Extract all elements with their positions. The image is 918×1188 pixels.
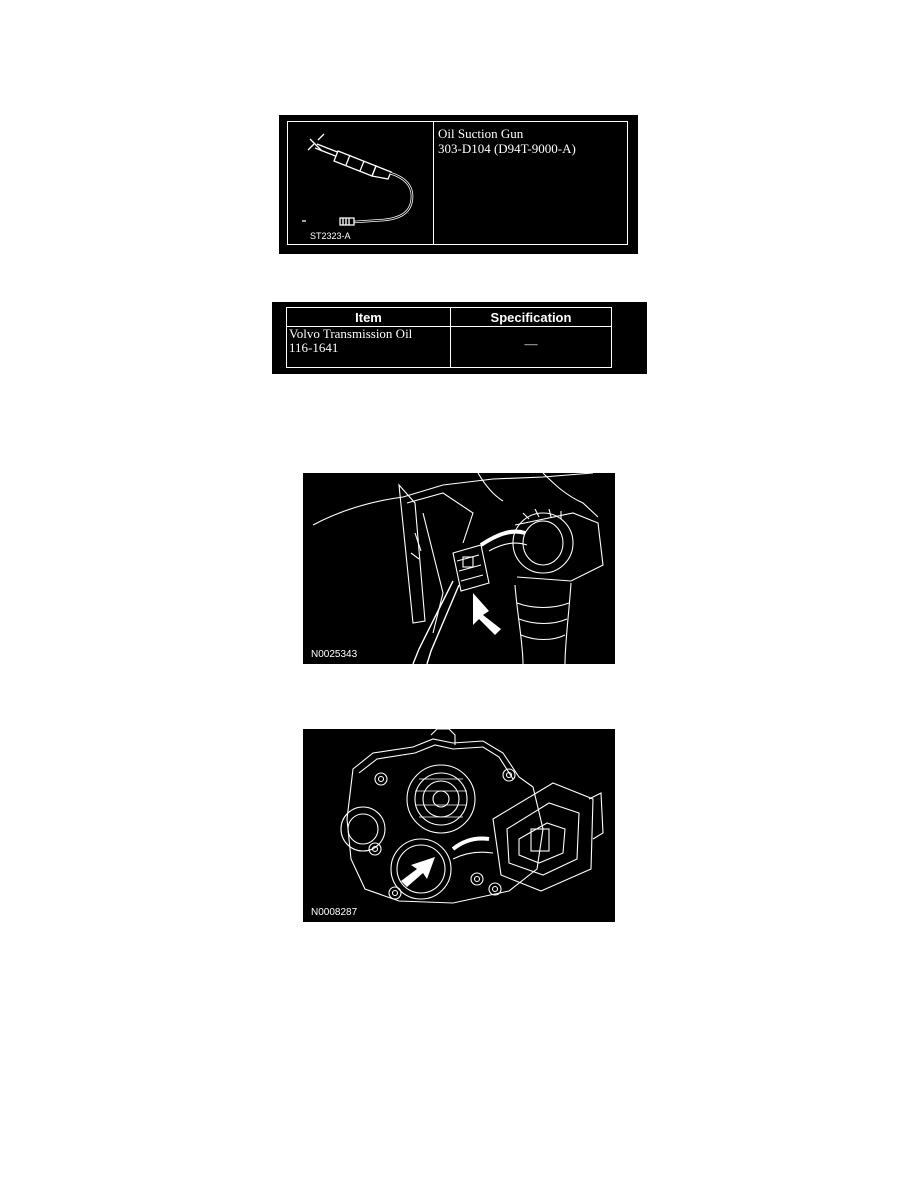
special-tool-panel xyxy=(279,115,638,254)
column-header-specification: Specification xyxy=(451,308,612,327)
tool-number: 303-D104 (D94T-9000-A) xyxy=(438,141,576,156)
figure-connector xyxy=(303,473,615,664)
item-name: Volvo Transmission Oil xyxy=(289,326,413,341)
special-tool-frame xyxy=(287,121,628,245)
table-row xyxy=(287,327,612,368)
transmission-housing-illustration xyxy=(303,729,615,922)
figure-housing xyxy=(303,729,615,922)
table-header-row xyxy=(287,308,612,327)
figure-code-1: N0025343 xyxy=(311,649,358,660)
materials-panel xyxy=(272,302,647,374)
specification-cell: — xyxy=(451,327,612,368)
tool-name: Oil Suction Gun xyxy=(438,126,524,141)
arrow-indicator-icon xyxy=(401,857,435,887)
arrow-indicator-icon xyxy=(473,593,501,635)
tool-figure-code: ST2323-A xyxy=(310,231,351,241)
tool-divider xyxy=(433,122,434,244)
oil-suction-gun-illustration xyxy=(288,122,433,246)
figure-code-2: N0008287 xyxy=(311,907,358,918)
materials-table xyxy=(286,307,612,368)
column-header-item: Item xyxy=(287,308,451,327)
item-cell xyxy=(287,327,451,368)
item-part-number: 116-1641 xyxy=(289,340,339,355)
connector-illustration xyxy=(303,473,615,664)
tool-description xyxy=(438,126,576,156)
